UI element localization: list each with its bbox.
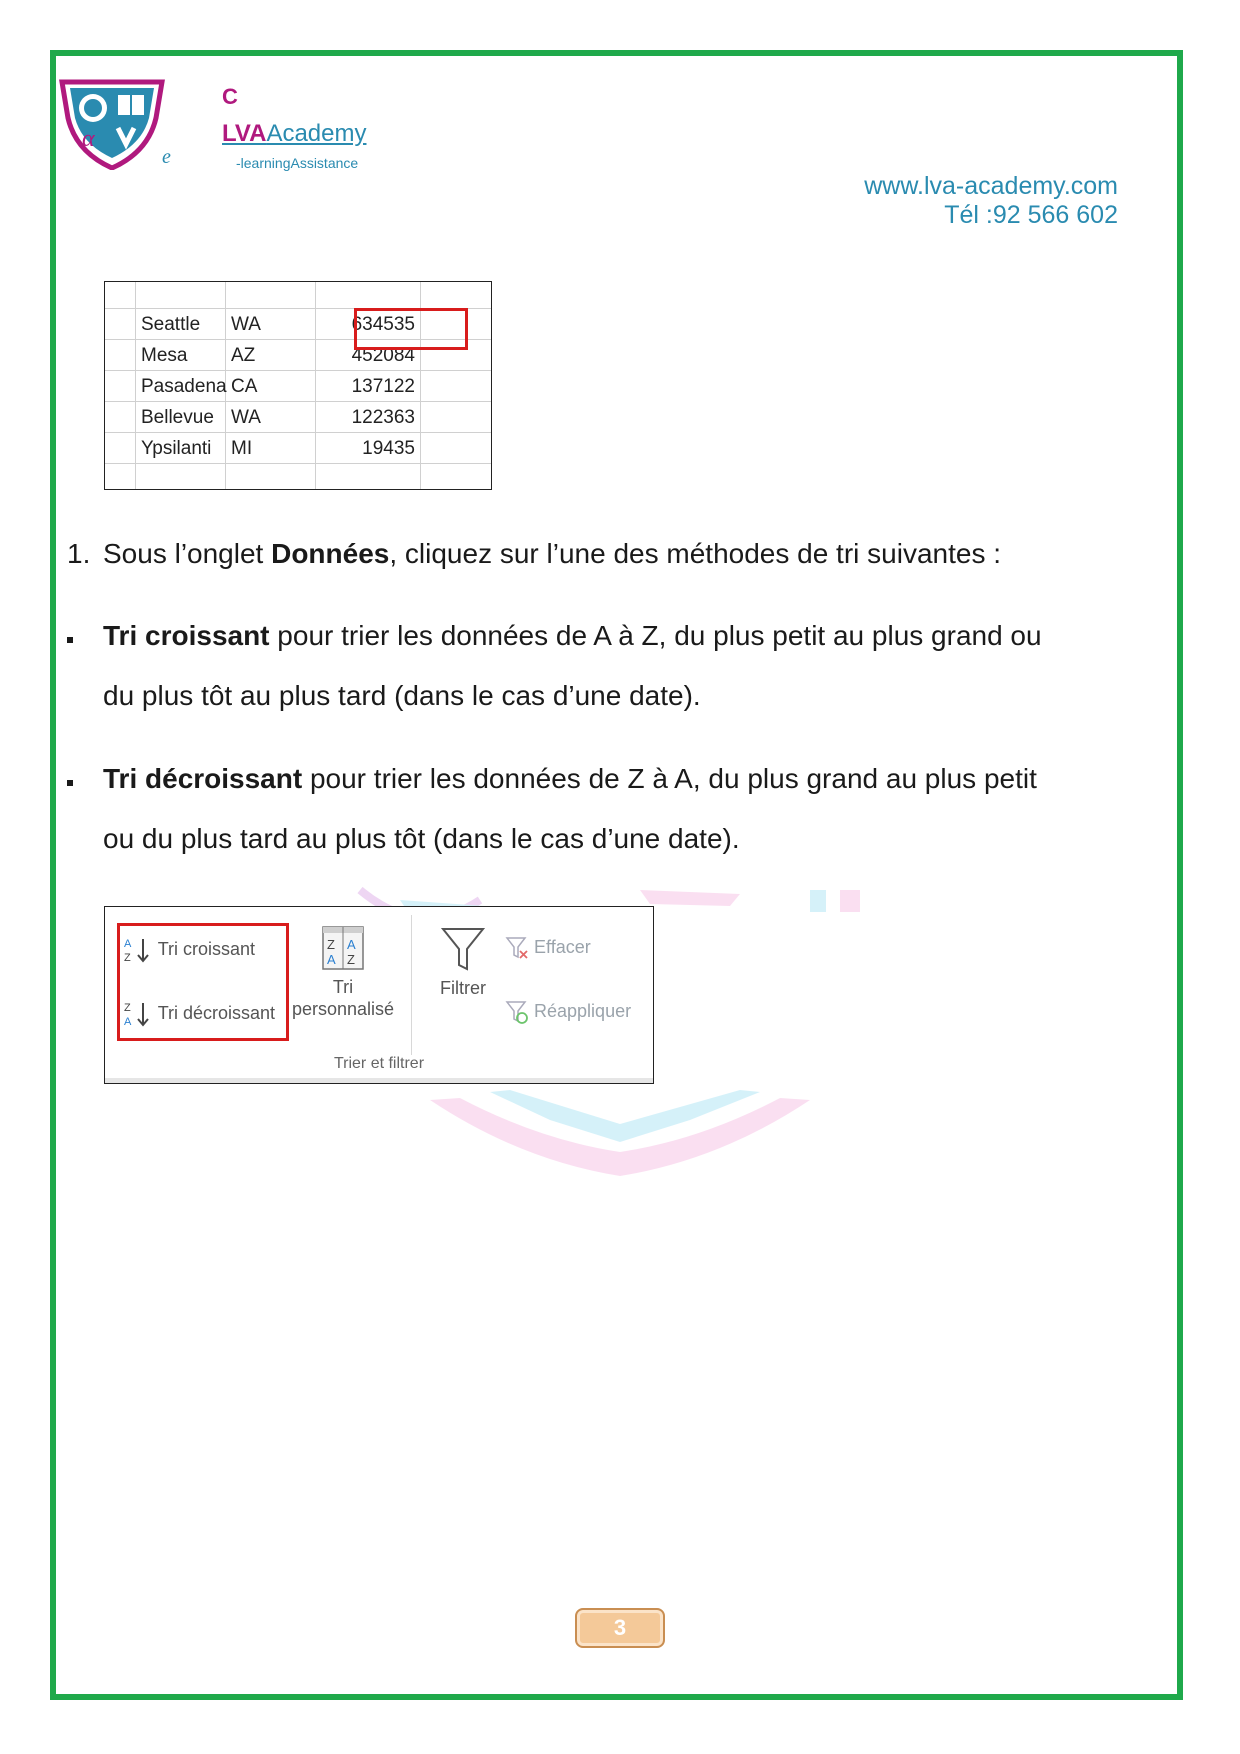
- filter-button[interactable]: [423, 925, 503, 999]
- svg-text:Z: Z: [347, 952, 355, 967]
- step-post: , cliquez sur l’une des méthodes de tri suivantes :: [389, 538, 1002, 569]
- step-text: [103, 538, 1103, 570]
- highlight-box: [354, 308, 468, 350]
- cell-value: 452084: [351, 345, 415, 366]
- bullet1-bold: Tri croissant: [103, 620, 270, 651]
- svg-text:α: α: [82, 126, 95, 152]
- bullet2-text-a: pour trier les données de Z à A, du plus grand au plus petit: [302, 763, 1037, 794]
- svg-text:A: A: [124, 938, 132, 950]
- cell-city: Seattle: [141, 314, 201, 335]
- phone-number: Tél :92 566 602: [944, 201, 1118, 229]
- brand-tagline: -learningAssistance: [236, 155, 359, 171]
- brand-lva: LVA: [222, 120, 267, 147]
- ribbon-separator: [411, 915, 412, 1055]
- ribbon-group-label: Trier et filtrer: [333, 1055, 425, 1072]
- bullet2-line2: ou du plus tard au plus tôt (dans le cas d’une date).: [103, 823, 740, 854]
- funnel-icon: [440, 925, 486, 973]
- filter-label: Filtrer: [440, 978, 486, 998]
- brand-name: [222, 120, 366, 148]
- cell-city: Bellevue: [141, 407, 214, 428]
- cell-value: 634535: [351, 314, 415, 335]
- brand-letter: C: [222, 84, 238, 109]
- sort-ascending-label: Tri croissant: [157, 938, 256, 959]
- website-link[interactable]: www.lva-academy.com: [864, 172, 1118, 200]
- cell-city: Ypsilanti: [141, 438, 212, 459]
- bullet1-text-a: pour trier les données de A à Z, du plus petit au plus grand ou: [269, 620, 1042, 651]
- custom-sort-label-2: personnalisé: [291, 999, 395, 1019]
- ribbon-bottom-bar: [105, 1078, 653, 1083]
- bullet-marker: [67, 780, 73, 786]
- sort-descending-label: Tri décroissant: [157, 1002, 276, 1023]
- cell-state: AZ: [231, 345, 256, 366]
- spreadsheet-excerpt: [104, 281, 492, 490]
- step-pre: Sous l’onglet: [103, 538, 272, 569]
- cell-value: 137122: [351, 376, 415, 397]
- reapply-filter-icon: [505, 999, 529, 1025]
- contact-block: [864, 172, 1118, 230]
- reapply-filter-button[interactable]: [505, 999, 631, 1025]
- ribbon-sort-filter-group: [104, 906, 654, 1084]
- custom-sort-icon: [321, 925, 365, 971]
- svg-text:Z: Z: [124, 952, 131, 964]
- svg-text:Z: Z: [327, 937, 335, 952]
- bullet1-line1: [103, 620, 1123, 652]
- lva-academy-shield-logo: [58, 78, 166, 170]
- reapply-filter-label: Réappliquer: [534, 1000, 632, 1021]
- sort-az-icon: [123, 935, 153, 965]
- cell-city: Mesa: [141, 345, 188, 366]
- bullet2-line1: [103, 763, 1123, 795]
- custom-sort-label-1: Tri: [332, 977, 354, 997]
- bullet-marker: [67, 637, 73, 643]
- sort-za-icon: [123, 999, 153, 1029]
- cell-state: MI: [231, 438, 253, 459]
- brand-e-letter: e: [162, 146, 171, 168]
- bullet1-line2: du plus tôt au plus tard (dans le cas d’une date).: [103, 680, 701, 711]
- step-number: 1.: [67, 538, 91, 569]
- svg-text:A: A: [347, 937, 356, 952]
- sort-ascending-button[interactable]: [123, 935, 255, 965]
- cell-state: WA: [231, 407, 261, 428]
- cell-value: 19435: [362, 438, 415, 459]
- cell-value: 122363: [351, 407, 415, 428]
- clear-filter-label: Effacer: [534, 936, 591, 957]
- brand-academy: Academy: [266, 120, 367, 147]
- cell-state: CA: [231, 376, 258, 397]
- sort-descending-button[interactable]: [123, 999, 275, 1029]
- svg-text:A: A: [327, 952, 336, 967]
- clear-filter-button[interactable]: [505, 935, 591, 961]
- svg-text:Z: Z: [124, 1002, 131, 1014]
- step-bold: Données: [271, 538, 390, 569]
- clear-filter-icon: [505, 935, 529, 961]
- page-number-badge: 3: [575, 1608, 665, 1648]
- cell-state: WA: [231, 314, 261, 335]
- cell-city: Pasadena: [141, 376, 227, 397]
- grid-line: [135, 282, 136, 489]
- svg-text:A: A: [124, 1016, 132, 1028]
- bullet2-bold: Tri décroissant: [103, 763, 303, 794]
- custom-sort-button[interactable]: [291, 925, 395, 1020]
